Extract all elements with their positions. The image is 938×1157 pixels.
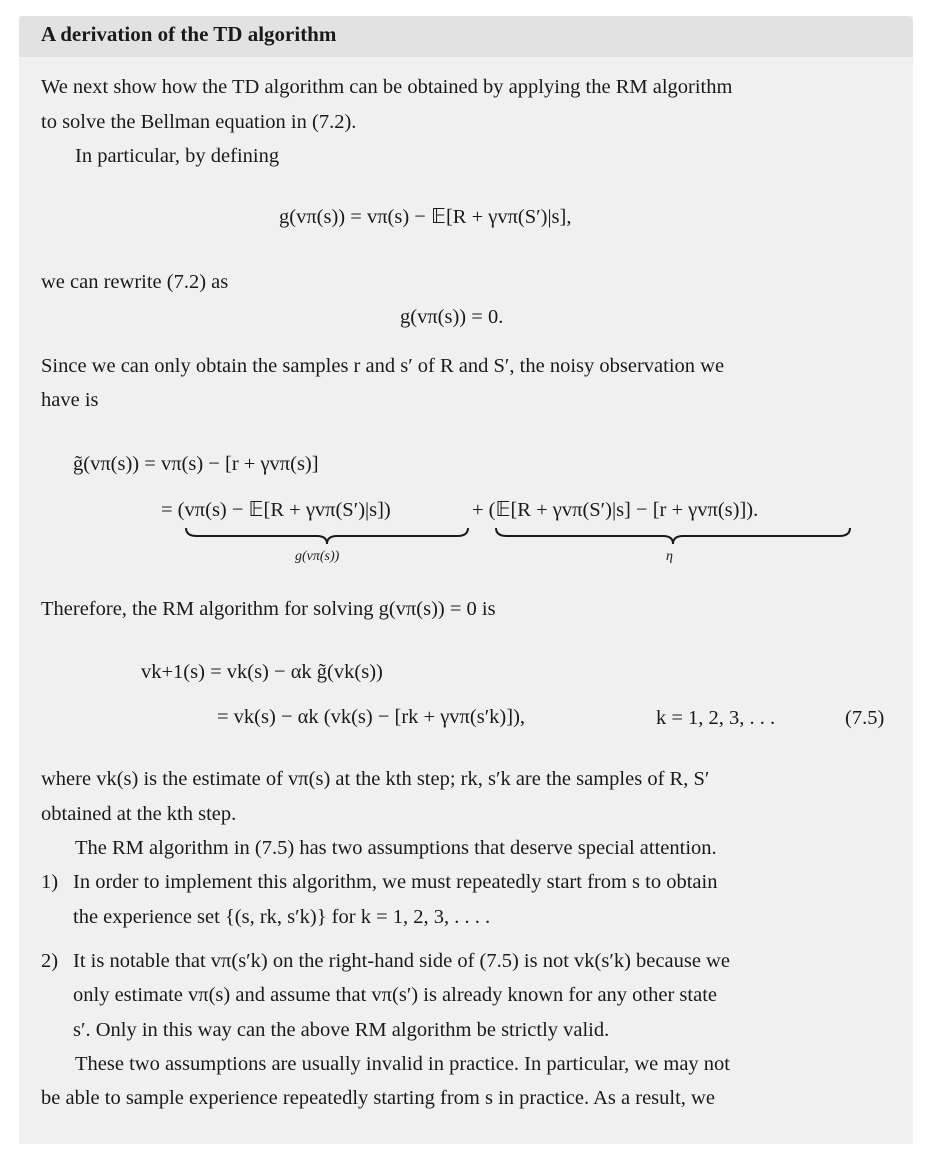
paragraph-line: Therefore, the RM algorithm for solving g(vπ(s)) = 0 is: [41, 598, 496, 620]
paragraph-line: We next show how the TD algorithm can be obtained by applying the RM algorithm: [41, 76, 733, 98]
list-item-number: 1): [41, 871, 59, 893]
list-item-line: It is notable that vπ(s′k) on the right-hand side of (7.5) is not vk(s′k) because we: [73, 950, 730, 972]
underbrace-g: [185, 526, 470, 546]
paragraph-line: be able to sample experience repeatedly starting from s in practice. As a result, we: [41, 1087, 715, 1109]
paragraph-line: These two assumptions are usually invalid in practice. In particular, we may not: [75, 1053, 730, 1075]
box-title-bar: [19, 16, 913, 57]
list-item-line: s′. Only in this way can the above RM algorithm be strictly valid.: [73, 1019, 610, 1041]
list-item-line: In order to implement this algorithm, we must repeatedly start from s to obtain: [73, 871, 718, 893]
equation-noisy-line2b: + (𝔼[R + γvπ(S′)|s] − [r + γvπ(s)]).: [472, 499, 759, 521]
equation-rm-condition: k = 1, 2, 3, . . .: [656, 707, 776, 729]
equation-rm-line2: = vk(s) − αk (vk(s) − [rk + γvπ(s′k)]),: [217, 706, 526, 728]
underbrace-label-g: g(vπ(s)): [295, 549, 340, 564]
list-item-number: 2): [41, 950, 59, 972]
paragraph-line: The RM algorithm in (7.5) has two assumptions that deserve special attention.: [75, 837, 717, 859]
equation-noisy-line1: g̃(vπ(s)) = vπ(s) − [r + γvπ(s)]: [73, 453, 319, 475]
paragraph-line: where vk(s) is the estimate of vπ(s) at the kth step; rk, s′k are the samples of R, S′: [41, 768, 710, 790]
paragraph-line: to solve the Bellman equation in (7.2).: [41, 111, 357, 133]
equation-noisy-line2a: = (vπ(s) − 𝔼[R + γvπ(S′)|s]): [161, 499, 391, 521]
paragraph-line: Since we can only obtain the samples r and s′ of R and S′, the noisy observation we: [41, 355, 725, 377]
equation-g-definition: g(vπ(s)) = vπ(s) − 𝔼[R + γvπ(S′)|s],: [279, 206, 572, 228]
td-derivation-box: [19, 16, 913, 1144]
underbrace-label-eta: η: [666, 549, 673, 564]
paragraph-line: obtained at the kth step.: [41, 803, 237, 825]
paragraph-line: In particular, by defining: [75, 145, 280, 167]
list-item-line: only estimate vπ(s) and assume that vπ(s′) is already known for any other state: [73, 984, 717, 1006]
list-item-line: the experience set {(s, rk, s′k)} for k = 1, 2, 3, . . . .: [73, 906, 491, 928]
paragraph-line: we can rewrite (7.2) as: [41, 271, 229, 293]
box-title: A derivation of the TD algorithm: [41, 22, 337, 46]
equation-number: (7.5): [845, 707, 885, 729]
underbrace-eta: [495, 526, 853, 546]
paragraph-line: have is: [41, 389, 99, 411]
equation-rm-line1: vk+1(s) = vk(s) − αk g̃(vk(s)): [141, 661, 383, 683]
equation-g-zero: g(vπ(s)) = 0.: [400, 306, 504, 328]
